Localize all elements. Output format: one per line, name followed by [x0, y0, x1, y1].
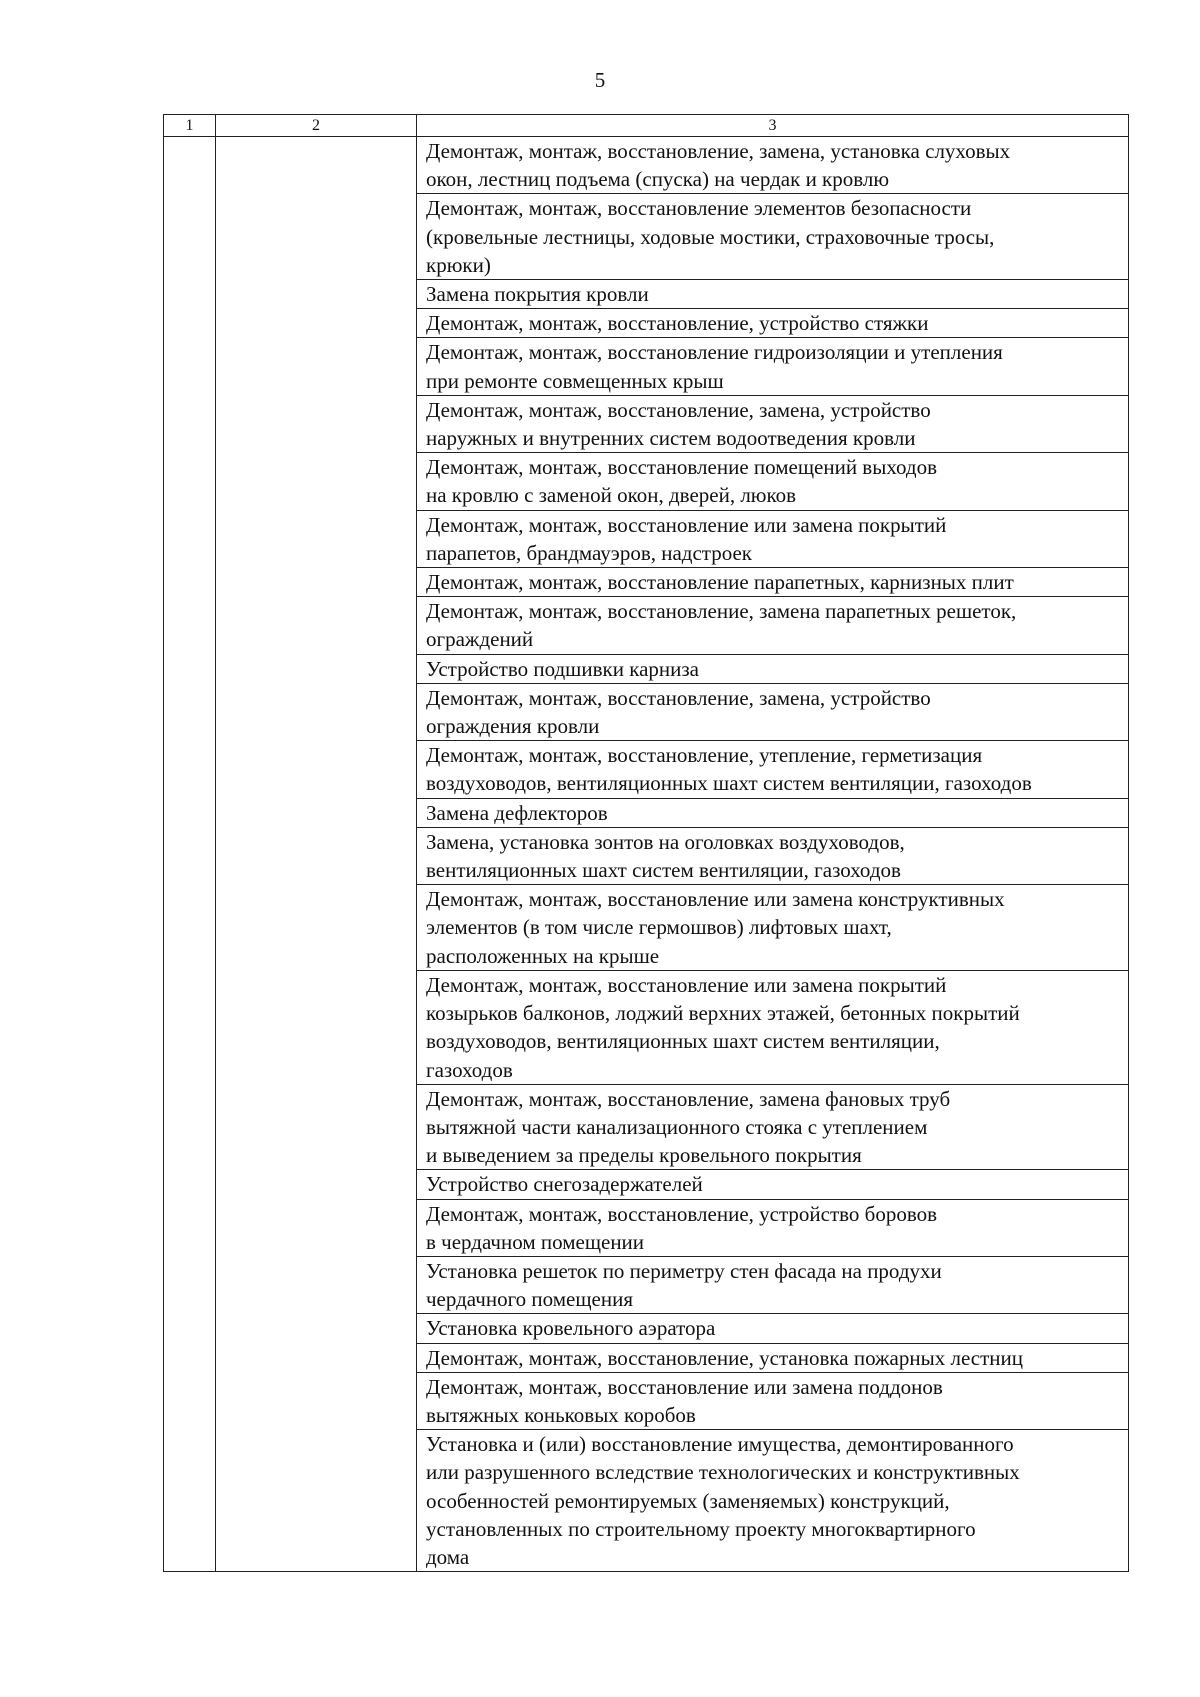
description-line: Демонтаж, монтаж, восстановление, установка пожарных лестниц — [426, 1345, 1024, 1370]
column-2-cell — [216, 137, 417, 1572]
work-description-cell — [417, 597, 1129, 654]
work-description-cell — [417, 453, 1129, 510]
header-row — [164, 115, 1129, 137]
work-description-cell — [417, 741, 1129, 798]
work-description-cell — [417, 798, 1129, 827]
description-line: элементов (в том числе гермошвов) лифтовых шахт, — [426, 915, 892, 940]
work-description-cell — [417, 1084, 1129, 1170]
table-header — [164, 115, 1129, 137]
work-description-cell — [417, 654, 1129, 683]
description-line: Установка кровельного аэратора — [426, 1316, 716, 1341]
description-line: на кровлю с заменой окон, дверей, люков — [426, 483, 797, 508]
work-description-cell — [417, 1314, 1129, 1343]
description-line: Замена покрытия кровли — [426, 282, 649, 307]
description-line: ограждения кровли — [426, 714, 600, 739]
column-header-1: 1 — [164, 115, 216, 137]
description-line: Демонтаж, монтаж, восстановление, замена фановых труб — [426, 1086, 951, 1111]
work-description-cell — [417, 827, 1129, 884]
description-line: Демонтаж, монтаж, восстановление помещений выходов — [426, 455, 938, 480]
column-1-cell — [164, 137, 216, 1572]
work-description-cell — [417, 194, 1129, 280]
work-description-cell — [417, 1430, 1129, 1572]
description-line: Демонтаж, монтаж, восстановление или замена поддонов — [426, 1374, 943, 1399]
work-description-cell — [417, 1343, 1129, 1372]
description-line: Установка и (или) восстановление имущества, демонтированного — [426, 1432, 1014, 1457]
description-line: установленных по строительному проекту многоквартирного — [426, 1516, 976, 1541]
description-line: парапетов, брандмауэров, надстроек — [426, 540, 753, 565]
work-description-cell — [417, 309, 1129, 338]
work-description-cell — [417, 395, 1129, 452]
work-description-cell — [417, 510, 1129, 567]
description-line: Устройство снегозадержателей — [426, 1172, 703, 1197]
description-line: окон, лестниц подъема (спуска) на чердак и кровлю — [426, 167, 890, 192]
description-line: Замена, установка зонтов на оголовках воздуховодов, — [426, 829, 905, 854]
description-line: вытяжной части канализационного стояка с утеплением — [426, 1114, 928, 1139]
description-line: особенностей ремонтируемых (заменяемых) конструкций, — [426, 1488, 950, 1513]
work-description-cell — [417, 280, 1129, 309]
work-description-cell — [417, 970, 1129, 1084]
description-line: козырьков балконов, лоджий верхних этажей, бетонных покрытий — [426, 1001, 1020, 1026]
description-line: и выведением за пределы кровельного покрытия — [426, 1143, 862, 1168]
description-line: Демонтаж, монтаж, восстановление, замена, устройство — [426, 685, 931, 710]
description-line: Демонтаж, монтаж, восстановление или замена покрытий — [426, 972, 947, 997]
table-row — [164, 137, 1129, 194]
table-body — [164, 137, 1129, 1572]
description-line: при ремонте совмещенных крыш — [426, 368, 724, 393]
work-description-cell — [417, 1199, 1129, 1256]
description-line: Демонтаж, монтаж, восстановление, замена, устройство — [426, 397, 931, 422]
work-description-cell — [417, 885, 1129, 971]
description-line: вентиляционных шахт систем вентиляции, газоходов — [426, 858, 901, 883]
description-line: крюки) — [426, 252, 491, 277]
description-line: чердачного помещения — [426, 1287, 633, 1312]
description-line: Установка решеток по периметру стен фасада на продухи — [426, 1258, 942, 1283]
description-line: или разрушенного вследствие технологических и конструктивных — [426, 1460, 1020, 1485]
description-line: дома — [426, 1544, 470, 1569]
work-description-cell — [417, 683, 1129, 740]
description-line: Демонтаж, монтаж, восстановление, замена парапетных решеток, — [426, 599, 1017, 624]
work-description-cell — [417, 338, 1129, 395]
description-line: наружных и внутренних систем водоотведения кровли — [426, 426, 916, 451]
description-line: Замена дефлекторов — [426, 800, 608, 825]
description-line: газоходов — [426, 1057, 513, 1082]
description-line: (кровельные лестницы, ходовые мостики, страховочные тросы, — [426, 224, 995, 249]
column-header-2: 2 — [216, 115, 417, 137]
work-description-cell — [417, 568, 1129, 597]
description-line: воздуховодов, вентиляционных шахт систем вентиляции, газоходов — [426, 771, 1032, 796]
description-line: Демонтаж, монтаж, восстановление гидроизоляции и утепления — [426, 340, 1003, 365]
description-line: Демонтаж, монтаж, восстановление парапетных, карнизных плит — [426, 570, 1014, 595]
works-table — [163, 114, 1129, 1572]
description-line: Демонтаж, монтаж, восстановление или замена конструктивных — [426, 887, 1005, 912]
description-line: вытяжных коньковых коробов — [426, 1402, 696, 1427]
description-line: Демонтаж, монтаж, восстановление или замена покрытий — [426, 512, 947, 537]
description-line: ограждений — [426, 627, 534, 652]
description-line: Устройство подшивки карниза — [426, 656, 699, 681]
description-line: Демонтаж, монтаж, восстановление элементов безопасности — [426, 196, 972, 221]
work-description-cell — [417, 1256, 1129, 1313]
page-number: 5 — [594, 68, 606, 92]
description-line: Демонтаж, монтаж, восстановление, замена, установка слуховых — [426, 139, 1011, 163]
column-header-3: 3 — [417, 115, 1129, 137]
description-line: расположенных на крыше — [426, 943, 660, 968]
description-line: Демонтаж, монтаж, восстановление, устройство стяжки — [426, 311, 929, 336]
work-description-cell — [417, 1372, 1129, 1429]
description-line: воздуховодов, вентиляционных шахт систем вентиляции, — [426, 1029, 940, 1054]
description-line: в чердачном помещении — [426, 1229, 645, 1254]
description-line: Демонтаж, монтаж, восстановление, утепление, герметизация — [426, 743, 983, 768]
description-line: Демонтаж, монтаж, восстановление, устройство боровов — [426, 1201, 938, 1226]
work-description-cell — [417, 1170, 1129, 1199]
work-description-cell — [417, 137, 1129, 194]
